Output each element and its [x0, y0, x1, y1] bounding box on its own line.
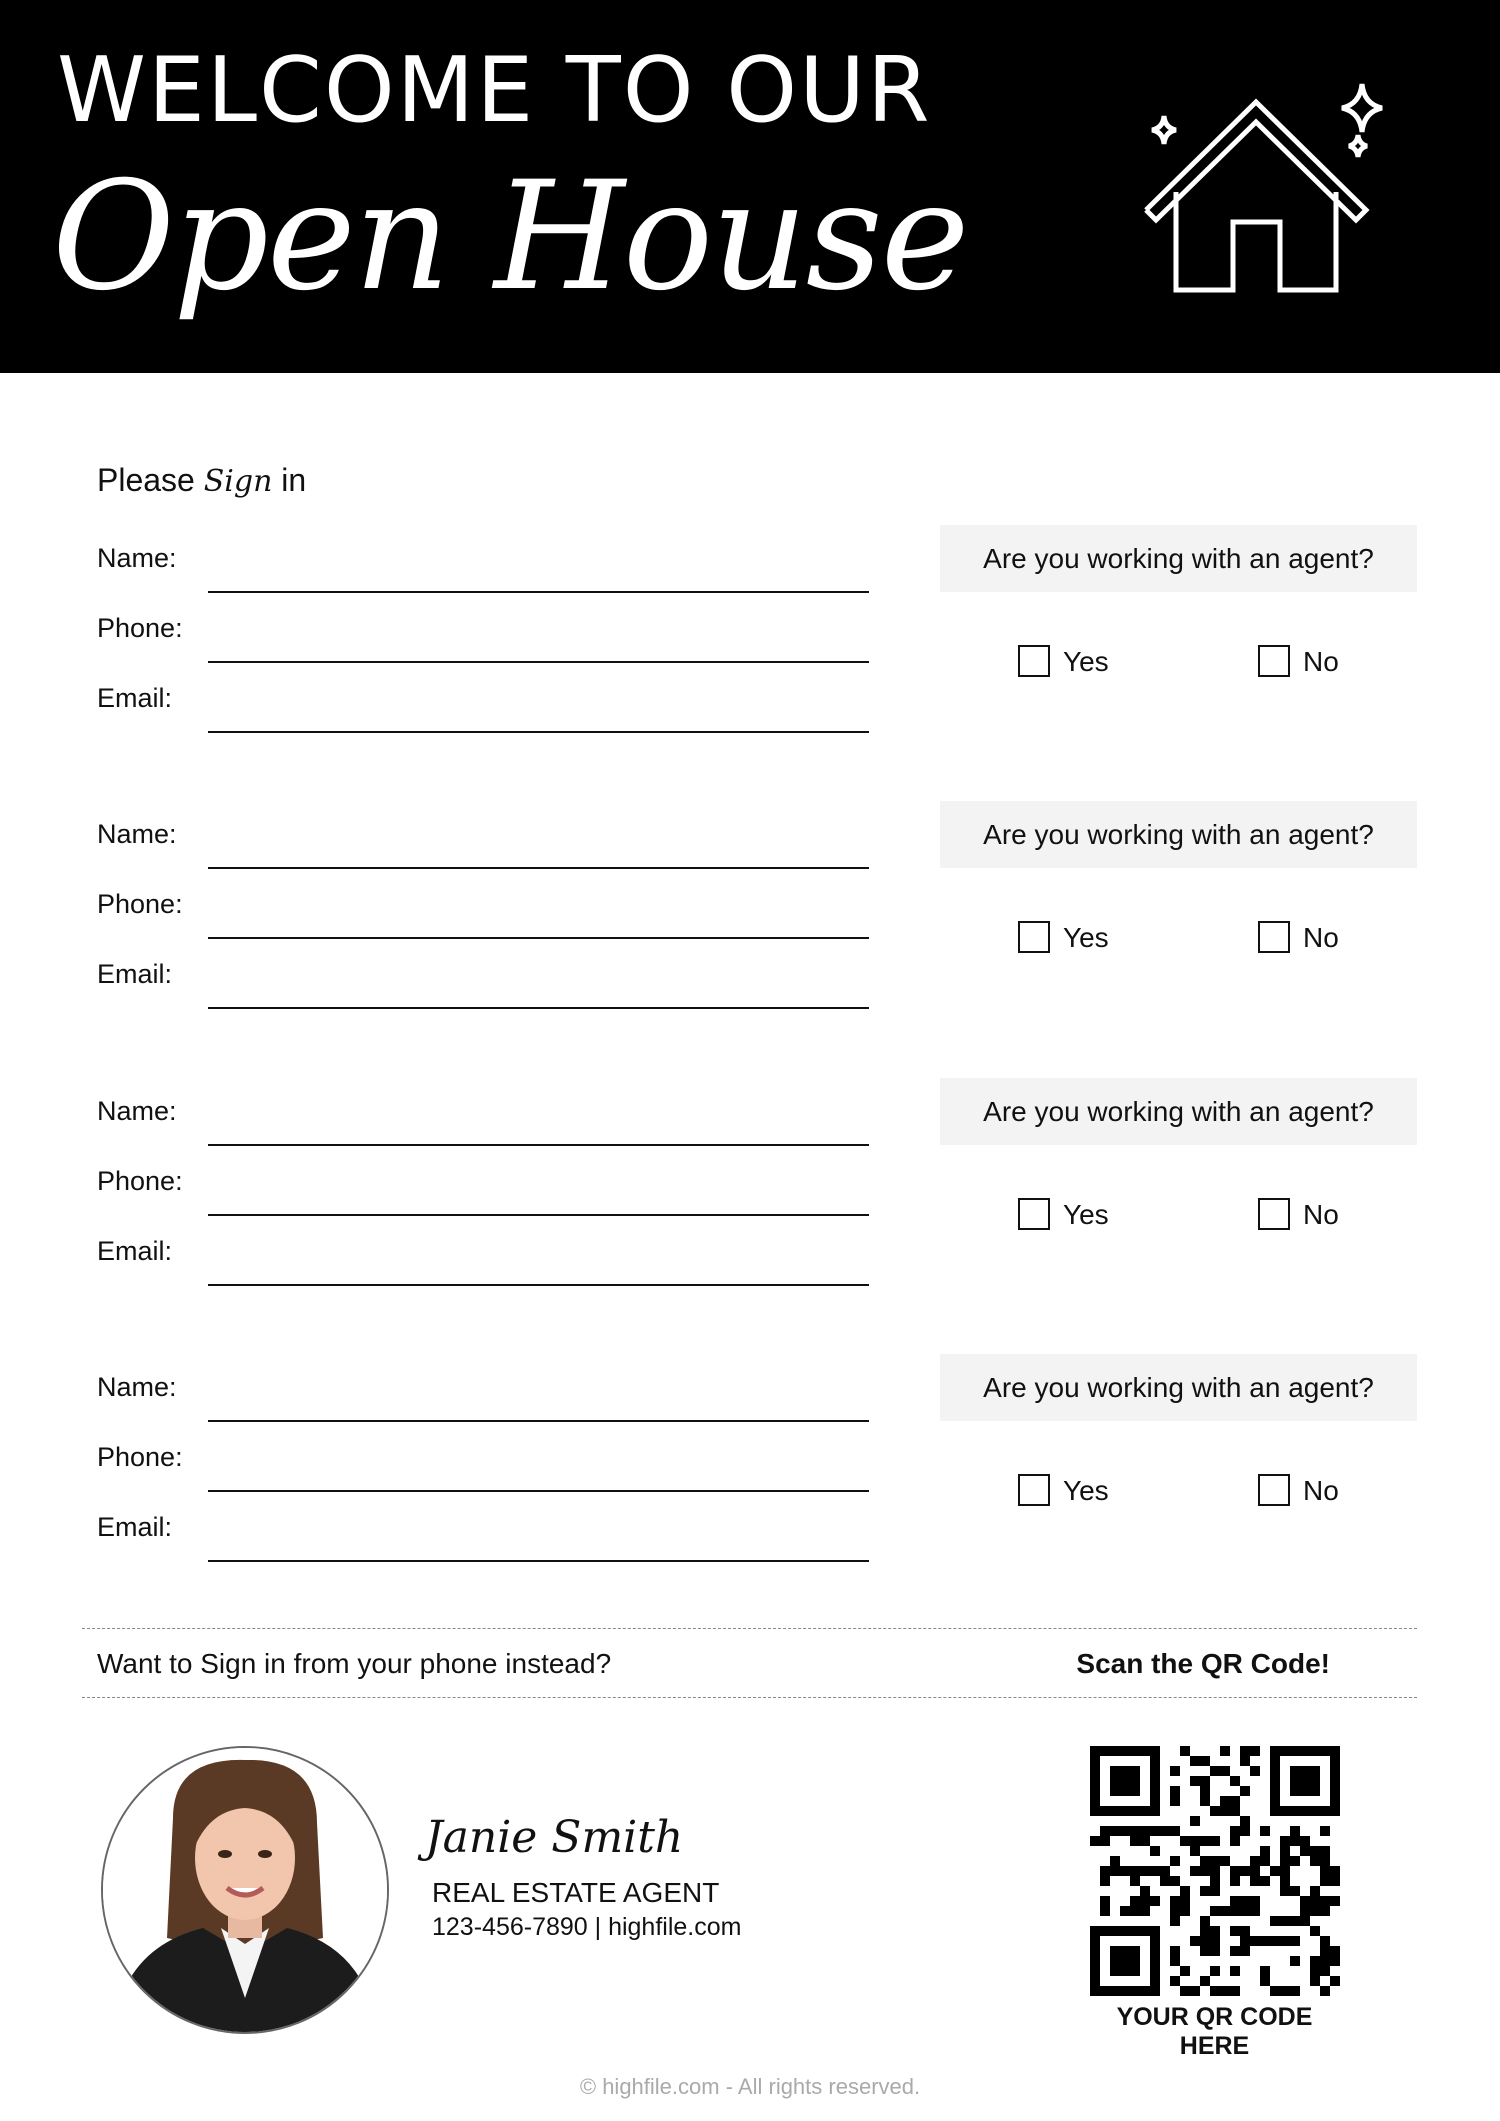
agent-photo — [101, 1746, 389, 2034]
scan-qr-cta: Scan the QR Code! — [1076, 1648, 1330, 1679]
no-label: No — [1303, 646, 1339, 677]
phone-label: Phone: — [97, 613, 183, 643]
yes-checkbox[interactable] — [1018, 1198, 1050, 1230]
name-field[interactable] — [208, 1144, 869, 1146]
agent-portrait-icon — [103, 1748, 387, 2032]
yes-label: Yes — [1063, 922, 1109, 953]
name-field[interactable] — [208, 591, 869, 593]
open-house-title: Open House — [52, 150, 968, 324]
sign-in-entry-2 — [0, 801, 1500, 1031]
yes-checkbox[interactable] — [1018, 645, 1050, 677]
sign-in-heading — [97, 462, 306, 499]
email-field[interactable] — [208, 1007, 869, 1009]
yes-label: Yes — [1063, 1199, 1109, 1230]
no-label: No — [1303, 922, 1339, 953]
name-label: Name: — [97, 1372, 177, 1402]
sign-in-entry-4 — [0, 1354, 1500, 1584]
email-field[interactable] — [208, 1284, 869, 1286]
no-checkbox[interactable] — [1258, 921, 1290, 953]
name-field[interactable] — [208, 867, 869, 869]
phone-field[interactable] — [208, 1490, 869, 1492]
email-field[interactable] — [208, 731, 869, 733]
phone-label: Phone: — [97, 1442, 183, 1472]
yes-checkbox[interactable] — [1018, 1474, 1050, 1506]
phone-field[interactable] — [208, 937, 869, 939]
name-label: Name: — [97, 1096, 177, 1126]
email-label: Email: — [97, 959, 173, 989]
no-checkbox[interactable] — [1258, 645, 1290, 677]
email-label: Email: — [97, 683, 173, 713]
yes-checkbox[interactable] — [1018, 921, 1050, 953]
phone-field[interactable] — [208, 1214, 869, 1216]
sign-in-entry-1 — [0, 525, 1500, 755]
name-label: Name: — [97, 543, 177, 573]
email-label: Email: — [97, 1512, 173, 1542]
divider-bottom — [82, 1697, 1417, 1698]
no-label: No — [1303, 1475, 1339, 1506]
sign-in-prefix: Please — [97, 462, 195, 498]
email-label: Email: — [97, 1236, 173, 1266]
divider-top — [82, 1628, 1417, 1629]
sign-in-entry-3 — [0, 1078, 1500, 1308]
house-icon — [1130, 70, 1390, 310]
no-checkbox[interactable] — [1258, 1198, 1290, 1230]
agent-question: Are you working with an agent? — [940, 525, 1417, 592]
agent-question: Are you working with an agent? — [940, 1078, 1417, 1145]
no-label: No — [1303, 1199, 1339, 1230]
agent-question: Are you working with an agent? — [940, 801, 1417, 868]
phone-label: Phone: — [97, 889, 183, 919]
yes-label: Yes — [1063, 1475, 1109, 1506]
sign-in-script: Sign — [203, 464, 273, 499]
agent-contact: 123-456-7890 | highfile.com — [432, 1913, 742, 1941]
welcome-title: WELCOME TO OUR — [57, 38, 932, 143]
qr-label: YOUR QR CODE HERE — [1116, 2003, 1313, 2060]
phone-field[interactable] — [208, 661, 869, 663]
email-field[interactable] — [208, 1560, 869, 1562]
name-label: Name: — [97, 819, 177, 849]
header-banner — [0, 0, 1500, 373]
agent-signature-name: Janie Smith — [425, 1812, 684, 1863]
phone-label: Phone: — [97, 1166, 183, 1196]
agent-title: REAL ESTATE AGENT — [432, 1877, 720, 1908]
agent-question: Are you working with an agent? — [940, 1354, 1417, 1421]
name-field[interactable] — [208, 1420, 869, 1422]
no-checkbox[interactable] — [1258, 1474, 1290, 1506]
sign-in-suffix: in — [281, 462, 307, 498]
phone-signin-prompt: Want to Sign in from your phone instead? — [97, 1648, 612, 1679]
yes-label: Yes — [1063, 646, 1109, 677]
footer-copyright: © highfile.com - All rights reserved. — [579, 2074, 921, 2099]
qr-code[interactable] — [1090, 1746, 1340, 1996]
